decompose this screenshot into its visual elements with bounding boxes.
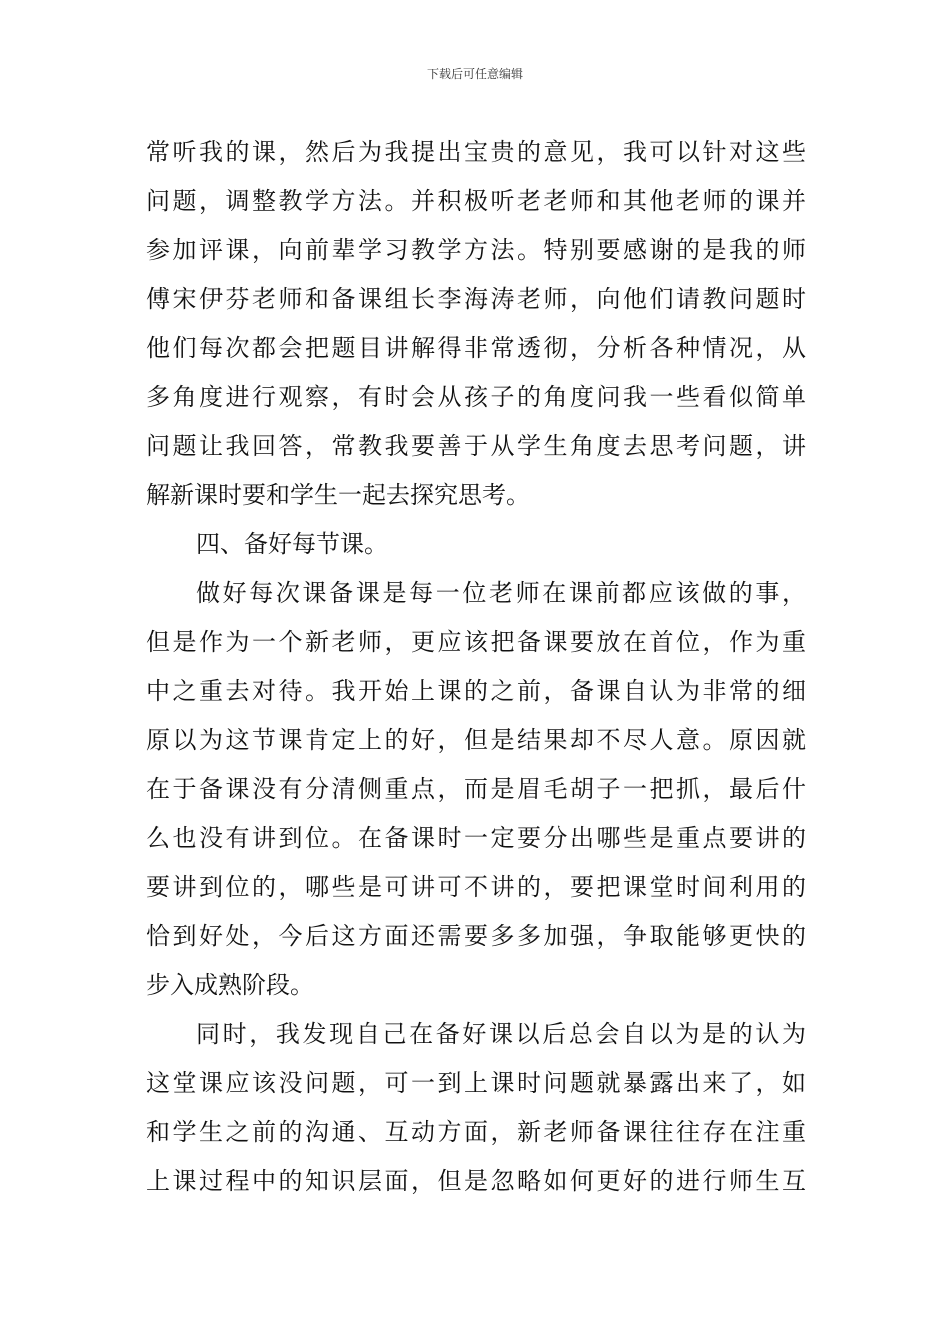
text-line: 这堂课应该没问题，可一到上课时问题就暴露出来了，如 xyxy=(146,1069,806,1097)
text-line: 问题，调整教学方法。并积极听老老师和其他老师的课并 xyxy=(146,187,806,215)
text-line: 同时，我发现自己在备好课以后总会自以为是的认为 xyxy=(196,1020,806,1048)
text-line: 做好每次课备课是每一位老师在课前都应该做的事， xyxy=(196,579,806,607)
text-line: 多角度进行观察，有时会从孩子的角度问我一些看似简单 xyxy=(146,383,806,411)
text-line: 步入成熟阶段。 xyxy=(146,971,314,999)
text-line: 但是作为一个新老师，更应该把备课要放在首位，作为重 xyxy=(146,628,806,656)
text-line: 四、备好每节课。 xyxy=(196,530,388,558)
text-line: 么也没有讲到位。在备课时一定要分出哪些是重点要讲的 xyxy=(146,824,806,852)
text-line: 解新课时要和学生一起去探究思考。 xyxy=(146,481,530,509)
text-line: 中之重去对待。我开始上课的之前，备课自认为非常的细 xyxy=(146,677,806,705)
text-line: 要讲到位的，哪些是可讲可不讲的，要把课堂时间利用的 xyxy=(146,873,806,901)
document-body xyxy=(146,128,806,1206)
text-line: 参加评课，向前辈学习教学方法。特别要感谢的是我的师 xyxy=(146,236,806,264)
text-line: 恰到好处，今后这方面还需要多多加强，争取能够更快的 xyxy=(146,922,806,950)
text-line: 常听我的课，然后为我提出宝贵的意见，我可以针对这些 xyxy=(146,138,806,166)
text-line: 原以为这节课肯定上的好，但是结果却不尽人意。原因就 xyxy=(146,726,806,754)
text-line: 问题让我回答，常教我要善于从学生角度去思考问题，讲 xyxy=(146,432,806,460)
text-line: 和学生之前的沟通、互动方面，新老师备课往往存在注重 xyxy=(146,1118,806,1146)
text-line: 在于备课没有分清侧重点，而是眉毛胡子一把抓，最后什 xyxy=(146,775,806,803)
text-line: 他们每次都会把题目讲解得非常透彻，分析各种情况，从 xyxy=(146,334,806,362)
text-line: 上课过程中的知识层面，但是忽略如何更好的进行师生互 xyxy=(146,1167,806,1195)
page-header: 下载后可任意编辑 xyxy=(426,67,523,81)
text-line: 傅宋伊芬老师和备课组长李海涛老师，向他们请教问题时 xyxy=(146,285,806,313)
